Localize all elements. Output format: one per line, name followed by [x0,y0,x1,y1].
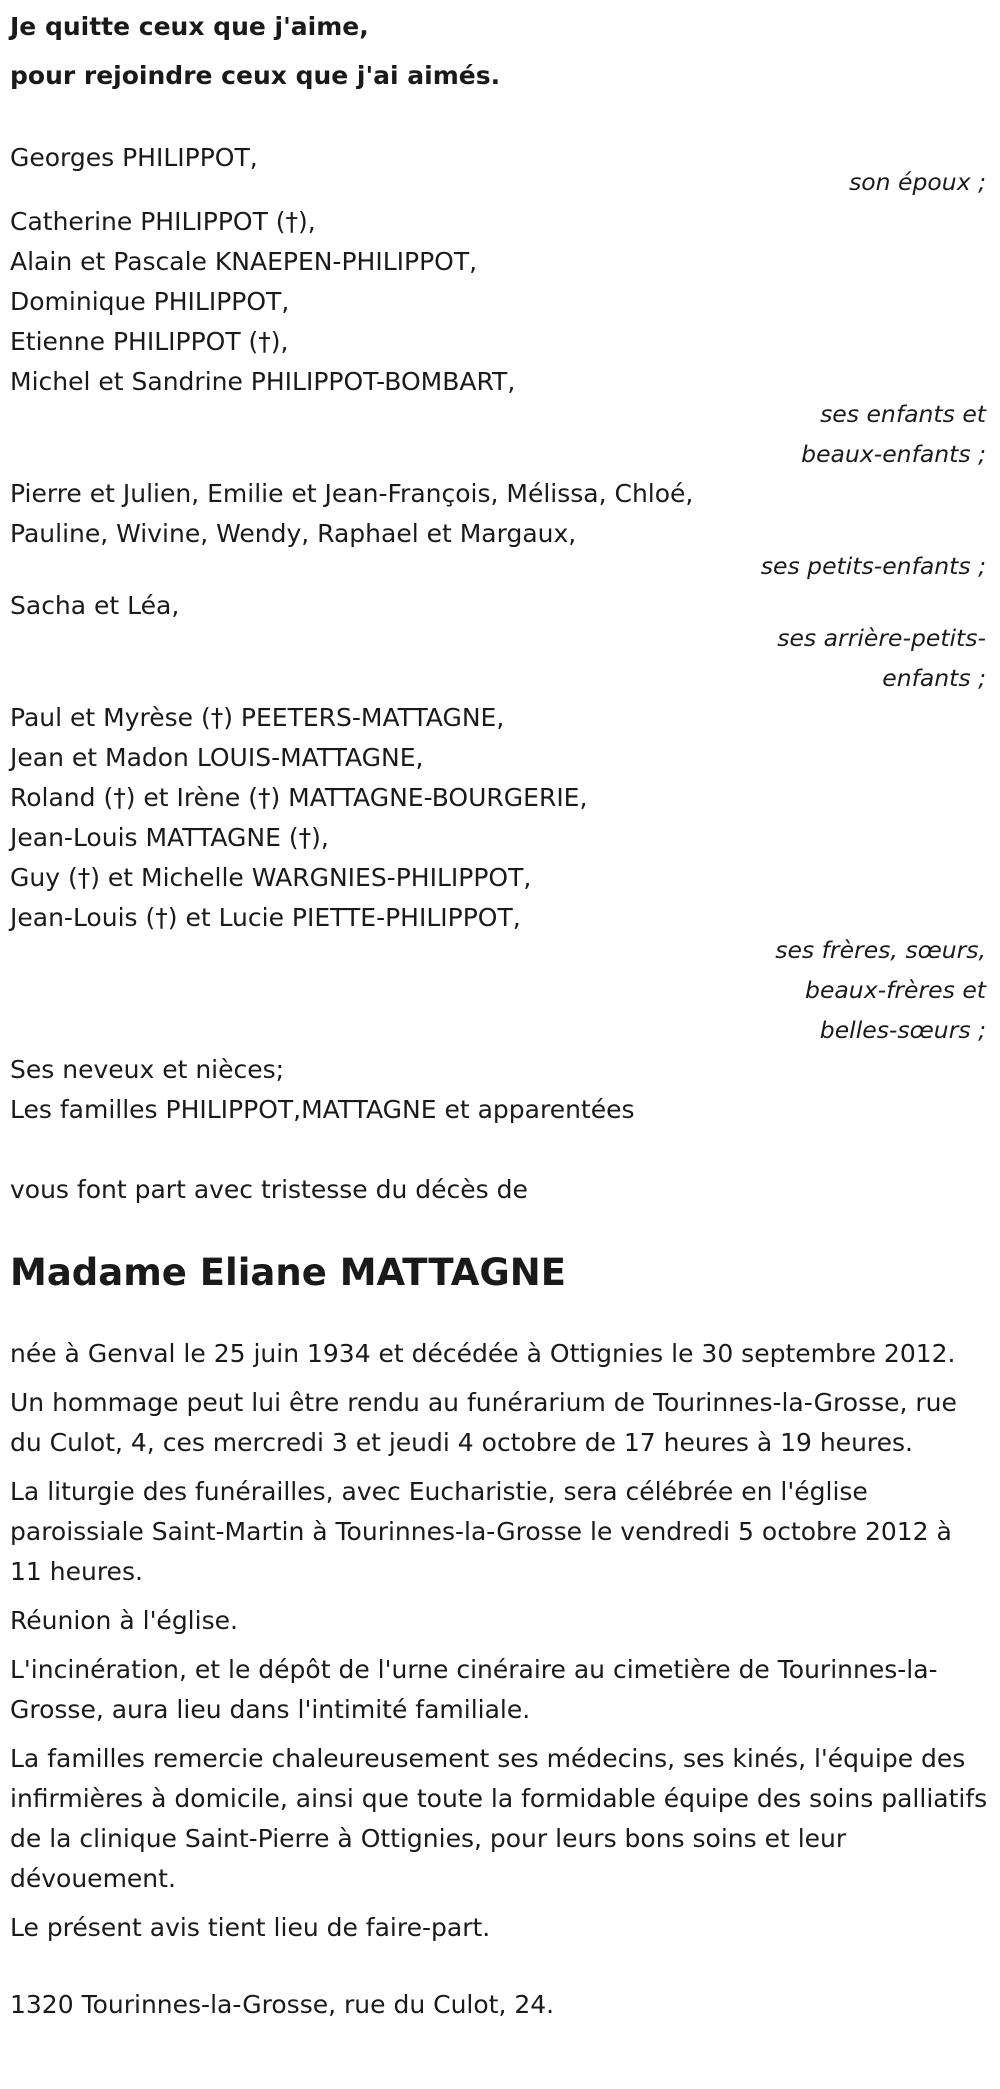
nephews-nieces: Ses neveux et nièces; [10,1055,285,1084]
child-name: Michel et Sandrine PHILIPPOT-BOMBART, [10,367,516,396]
sibling-name: Jean-Louis MATTAGNE (†), [10,823,329,852]
notice-paragraph: Le présent avis tient lieu de faire-part. [10,1913,491,1942]
spouse-group [10,138,990,202]
great-grandchildren-names: Sacha et Léa, [10,591,180,620]
child-name: Alain et Pascale KNAEPEN-PHILIPPOT, [10,247,478,276]
child-name: Catherine PHILIPPOT (†), [10,207,316,236]
children-group [10,202,990,474]
grandchildren-relation: ses petits-enfants ; [760,552,986,580]
address: 1320 Tourinnes-la-Grosse, rue du Culot, 24. [10,1990,555,2019]
epigraph [10,0,990,100]
great-grandchildren-group [10,586,990,698]
children-relation-line-1: ses enfants et [820,400,986,428]
grandchildren-group [10,474,990,586]
siblings-group [10,698,990,1050]
grandchildren-names: Pierre et Julien, Emilie et Jean-François, Mélissa, Chloé, [10,479,694,508]
children-relation-line-2: beaux-enfants ; [801,440,986,468]
deceased-name: Madame Eliane MATTAGNE [10,1251,566,1294]
sibling-name: Paul et Myrèse (†) PEETERS-MATTAGNE, [10,703,505,732]
spouse-relation: son époux ; [849,168,986,196]
cremation-paragraph: L'incinération, et le dépôt de l'urne cinéraire au cimetière de Tourinnes-la-Grosse, aura lieu dans l'intimité familiale. [10,1655,938,1724]
sibling-name: Guy (†) et Michelle WARGNIES-PHILIPPOT, [10,863,532,892]
extended-family-group [10,1050,990,1130]
liturgy-paragraph: La liturgie des funérailles, avec Eucharistie, sera célébrée en l'église paroissiale Saint-Martin à Tourinnes-la-Grosse le vendredi 5 octobre 2012 à 11 heures. [10,1477,952,1586]
epigraph-line-2: pour rejoindre ceux que j'ai aimés. [10,61,501,90]
thanks-paragraph: La familles remercie chaleureusement ses médecins, ses kinés, l'équipe des infirmières à domicile, ainsi que toute la formidable équipe des soins palliatifs de la clinique Saint-Pierre à Ottignies, pour leurs bons soins et leur dévouement. [10,1744,988,1893]
sibling-name: Jean et Madon LOUIS-MATTAGNE, [10,743,424,772]
siblings-relation-line-2: beaux-frères et [805,976,986,1004]
great-grandchildren-relation-line-2: enfants ; [882,664,986,692]
birth-death-paragraph: née à Genval le 25 juin 1934 et décédée à Ottignies le 30 septembre 2012. [10,1339,956,1368]
great-grandchildren-relation-line-1: ses arrière-petits- [777,624,986,652]
child-name: Etienne PHILIPPOT (†), [10,327,289,356]
spouse-name: Georges PHILIPPOT, [10,143,258,172]
child-name: Dominique PHILIPPOT, [10,287,290,316]
grandchildren-names: Pauline, Wivine, Wendy, Raphael et Margaux, [10,519,577,548]
epigraph-line-1: Je quitte ceux que j'aime, [10,12,369,41]
siblings-relation-line-3: belles-sœurs ; [819,1016,986,1044]
announcement: vous font part avec tristesse du décès de [10,1175,528,1204]
sibling-name: Jean-Louis (†) et Lucie PIETTE-PHILIPPOT, [10,903,521,932]
related-families: Les familles PHILIPPOT,MATTAGNE et apparentées [10,1095,635,1124]
reunion-paragraph: Réunion à l'église. [10,1606,238,1635]
sibling-name: Roland (†) et Irène (†) MATTAGNE-BOURGERIE, [10,783,588,812]
homage-paragraph: Un hommage peut lui être rendu au funérarium de Tourinnes-la-Grosse, rue du Culot, 4, ces mercredi 3 et jeudi 4 octobre de 17 heures à 19 heures. [10,1388,957,1457]
siblings-relation-line-1: ses frères, sœurs, [775,936,986,964]
